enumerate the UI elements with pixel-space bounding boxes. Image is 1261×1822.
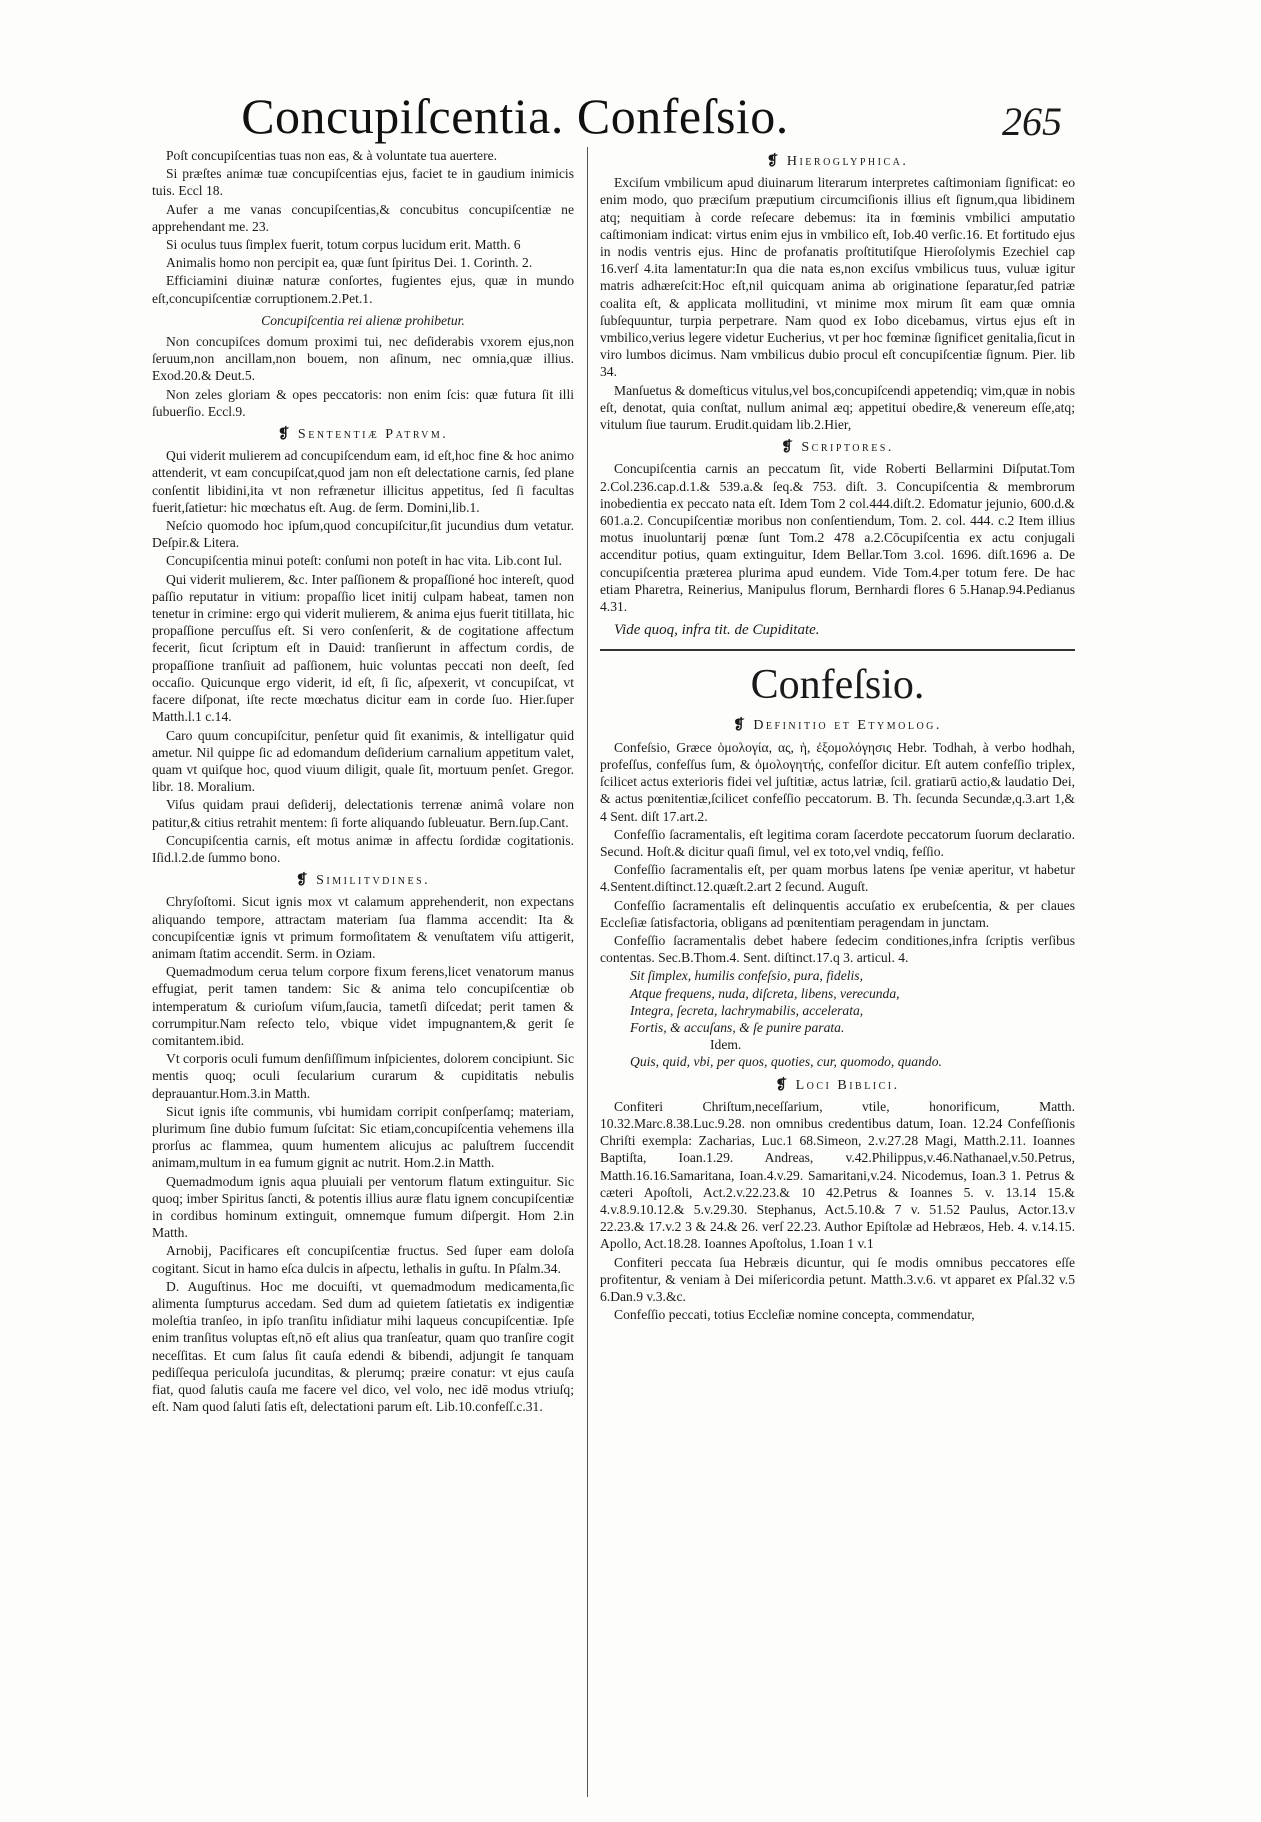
- prohibition-paragraph: Non concupiſces domum proximi tui, nec deſiderabis vxorem ejus,non ſeruum,non ancillam,non bouem, non aſinum, nec omnia,quæ illius. Exod.20.& Deut.5.: [152, 334, 574, 384]
- pilcrow-icon: ❡: [295, 873, 311, 889]
- article-title: Confeſsio.: [750, 662, 925, 709]
- intro-paragraph: Si oculus tuus ſimplex fuerit, totum corpus lucidum erit. Matth. 6: [166, 237, 521, 253]
- section-heading-text: Hieroglyphica.: [786, 154, 909, 169]
- right-column: [600, 147, 1075, 1797]
- section-heading-text: Scriptores.: [801, 440, 894, 456]
- pilcrow-icon: ❡: [775, 1077, 790, 1093]
- definition-paragraph: Confeſſio ſacramentalis eſt delinquentis accuſatio ex erubeſcentia, & per claues Eccleſiæ ſatisfactoria, obligans ad pœnitentiam peragendam in junctam.: [600, 897, 1075, 930]
- loci-paragraph: Confiteri peccata ſua Hebræis dicuntur, qui ſe modis omnibus peccatores eſſe profitentur, & veniam à Dei miſericordia petunt. Matth.3.v.6. vt apparet ex Pſal.32 v.5 6.Dan.9 v.3.&c.: [600, 1254, 1075, 1304]
- section-heading-definitio: [600, 717, 1075, 734]
- similitude-paragraph: Quemadmodum ignis aqua pluuiali per ventorum flatum extinguitur. Sic quoq; imber Spiritus ſancti, & potentis illius auræ flatu ignem concupiſcentiæ in cordibus hominum extinguit, omnemque fumum diſpergit. Hom 2.in Matth.: [152, 1173, 574, 1241]
- section-heading-similitudines: [152, 872, 574, 889]
- patrum-paragraph: Concupiſcentia minui poteſt: conſumi non poteſt in hac vita. Lib.cont Iul.: [166, 553, 563, 569]
- similitude-paragraph: Vt corporis oculi fumum denſiſſimum inſpicientes, dolorem concipiunt. Sic mentis quoq; oculi ſecularium curarum & cupiditatis nebulis deprauantur.Hom.3.in Matth.: [152, 1051, 574, 1101]
- verse-line: Atque frequens, nuda, diſcreta, libens, verecunda,: [630, 985, 900, 1001]
- patrum-paragraph: Caro quum concupiſcitur, penſetur quid ſit exanimis, & intelligatur quid ametur. Nil quippe ſic ad edomandum deſiderium carnalium appetitum valet, quam vt quiſque hoc, quod viuum diligit, quale ſit, mortuum penſet. Gregor. libr. 18. Moralium.: [152, 727, 574, 795]
- pilcrow-icon: ❡: [277, 427, 292, 443]
- page-number: 265: [1002, 99, 1062, 144]
- hieroglyphica-paragraph: Manſuetus & domeſticus vitulus,vel bos,concupiſcendi appetendiq; vim,quæ in nobis eſt, denotat, quia conſtat, nullum animal æq; appetitui obedire,& venereum eſſe,atq; vitulum ſiue taurum. Erudit.quidam lib.2.Hier,: [600, 382, 1075, 433]
- definition-paragraph: Confeſſio ſacramentalis eſt, per quam morbus latens ſpe veniæ aperitur, vt habetur 4.Sentent.diſtinct.12.quæſt.2.art 2 ſecund. Auguſt.: [600, 862, 1075, 895]
- running-header: Concupiſcentia. Confeſsio.: [241, 88, 789, 144]
- column-divider: [587, 147, 588, 1797]
- verse-line: Sit ſimplex, humilis confeſsio, pura, fidelis,: [630, 968, 863, 984]
- section-heading-text: Loci Biblici.: [795, 1077, 900, 1093]
- verse-line: Quis, quid, vbi, per quos, quoties, cur, quomodo, quando.: [630, 1054, 942, 1070]
- verse-attribution: Idem.: [710, 1037, 742, 1053]
- patrum-paragraph: Viſus quidam praui deſiderij, delectationis terrenæ animâ volare non patitur,& citius retrahit mentem: ſi forte aliquando ſubleuatur. Bern.ſup.Cant.: [152, 797, 574, 830]
- hieroglyphica-paragraph: Exciſum vmbilicum apud diuinarum literarum interpretes caſtimoniam ſignificat: eo enim modo, quo præciſum præputium circumciſionis illius eſt ſignum,qua libidinem atq; nequitiam à corde reſecare debemus: ita in fœminis vmbilici amputatio caſtimoniam indicat: virtus enim ejus in vmbilico eſt, Iob.40 verſic.16. Et fortitudo ejus in nodis ventris ejus. Hinc de profanatis proſtitutiſque Hieroſolymis Ezechiel cap 16.verſ 4.ita lamentatur:In qua die nata es,non exciſus vmbilicus tuus, vuluæ igitur matris adhæreſcit:Hoc eſt,nil quicquam anima ab originatione ſeparatur,ſed patriæ coalita eſt, & applicata mollitudini, vt minime mox mirum ſit eam quæ omnia ſubſequuntur, turpia perpetrare. Nam quod ex Iobo dicebamus, virtus ejus eſt in vmbilico,verius legere videtur Eucherius, vt per hoc fœminæ ſignificet genitalia,ſicut in viro lumbos dicimus. Nam vmbilicus dubio procul eſt concupiſcentiæ ſignum. Pier. lib 34.: [600, 175, 1075, 380]
- patrum-paragraph: Qui viderit mulierem, &c. Inter paſſionem & propaſſioné hoc intereſt, quod paſſio reputatur in vitium: propaſſio licet initij culpam habeat, tamen non tenetur in crimine: ergo qui viderit mulierem, & anima ejus fuerit titillata, hic propaſſione percuſſus eſt. Si vero conſenſerit, & de cogitatione affectum fecerit, ſicut ſcriptum eſt in Dauid: tranſierunt in affectum cordis, de propaſſione tranſiuit ad paſſionem, huic voluntas peccati non deeſt, ſed occaſio. Quicunque ergo viderit, id eſt, ſi ſic, aſpexerit, vt concupiſcat, vt facere diſponat, iſte recte mœchatus dicitur eam in corde ſuo. Hier.ſuper Matth.l.1 c.14.: [152, 571, 574, 725]
- pilcrow-icon: ❡: [781, 440, 796, 456]
- intro-paragraph: Poſt concupiſcentias tuas non eas, & à voluntate tua auertere.: [166, 148, 498, 163]
- similitude-paragraph: Sicut ignis iſte communis, vbi humidam corripit conſperſamq; materiam, plurimum ſine dubio fumum ſuſcitat: Sic etiam,concupiſcentia vehemens illa prorſus ac flammea, quum humentem alicujus ac paluſtrem ſuccendit animam,multum in ea fumum gignit ac nutrit. Hom.2.in Matth.: [152, 1103, 574, 1171]
- patrum-paragraph: Neſcio quomodo hoc ipſum,quod concupiſcitur,ſit jucundius dum vetatur. Deſpir.& Litera.: [152, 518, 574, 551]
- similitude-paragraph: Chryſoſtomi. Sicut ignis mox vt calamum apprehenderit, non expectans aliquando tempore, attractam materiam ſua flamma accendit: Ita & concupiſcentiæ ignis vt primum formoſitatem & venuſtatem viſu attigerit, animam ſtatim accendit. Serm. in Oziam.: [152, 894, 574, 961]
- intro-paragraph: Si præſtes animæ tuæ concupiſcentias ejus, faciet te in gaudium inimicis tuis. Eccl 18.: [152, 166, 574, 199]
- verse-line: Integra, ſecreta, lachrymabilis, accelerata,: [630, 1002, 864, 1018]
- pilcrow-icon: ❡: [766, 154, 781, 169]
- intro-paragraph: Efficiamini diuinæ naturæ conſortes, fugientes ejus, quæ in mundo eſt,concupiſcentiæ corruptionem.2.Pet.1.: [152, 273, 574, 306]
- cross-reference: Vide quoq, infra tit. de Cupiditate.: [614, 622, 820, 639]
- section-heading-patrum: [152, 426, 574, 443]
- verse-line: Fortis, & accuſans, & ſe punire parata.: [630, 1019, 845, 1035]
- loci-paragraph: Confiteri Chriſtum,neceſſarium, vtile, honorificum, Matth. 10.32.Marc.8.38.Luc.9.28. non omnibus credentibus datum, Ioan. 12.24 Confeſſionis Chriſti exempla: Zacharias, Luc.1 68.Simeon, 2.v.27.28 Magi, Matth.2.11. Ioannes Baptiſta, Ioan.1.29. Andreas, v.42.Philippus,v.46.Nathanael,v.50.Petrus, Matth.16.16.Samaritana, Ioan.4.v.29. Samaritani,v.24. Nicodemus, Ioan.3 1. Petrus & cæteri Apoſtoli, Act.2.v.22.23.& 10 42.Petrus & Ioannes 5. v. 13.14 15.& 4.v.8.9.10.12.& 5.v.29.30. Stephanus, Act.5.10.& 7 v. 51.52 Paulus, Actor.13.v 22.23.& 17.v.2 3 & 24.& 26. verſ 22.23. Author Epiſtolæ ad Hebræos, Heb. 4. v.14.15. Apollo, Act.18.28. Ioannes Apoſtolus, 1.Ioan 1 v.1: [600, 1098, 1075, 1252]
- section-heading-text: Similitvdines.: [316, 873, 431, 889]
- subheading: Concupiſcentia rei alienæ prohibetur.: [261, 312, 465, 328]
- section-heading-text: Sententiæ Patrvm.: [297, 427, 449, 443]
- similitude-paragraph: D. Auguſtinus. Hoc me docuiſti, vt quemadmodum medicamenta,ſic alimenta ſumpturus accedam. Sed dum ad quietem ſatietatis ex indigentiæ moleſtia tranſeo, in ipſo tranſitu inſidiatur mihi laqueus concupiſcentiæ. Ipſe enim tranſitus voluptas eſt,nō eſt alius qua tranſeatur, quam quo tranſire cogit neceſſitas. Et cum ſalus ſit cauſa edendi & bibendi, adjungit ſe tanquam pediſſequa periculoſa jucunditas, & plerumq; præire conatur: vt ejus cauſa fiat, quod ſalutis cauſa me facere vel dico, vel volo, nec idē modus vtriuſq; eſt. Nam quod ſaluti ſatis eſt, delectationi parum eſt. Lib.10.confeſſ.c.31.: [152, 1278, 574, 1415]
- section-rule: [600, 649, 1075, 651]
- section-heading-scriptores: [600, 439, 1075, 456]
- definition-paragraph: Confeſſio ſacramentalis debet habere ſedecim conditiones,infra ſcriptis verſibus contentas. Sec.B.Thom.4. Sent. diſtinct.17.q 3. articul. 4.: [600, 932, 1075, 966]
- definition-paragraph: Confeſsio, Græce ὁμολογία, ας, ἡ, ἐξομολόγησις Hebr. Todhah, à verbo hodhah, profeſſus, confeſſus ſum, & ὁμολογητής, confeſſor dicitur. Eſt autem confeſſio triplex, ſcilicet actus exterioris fidei vel juſtitiæ, actus latriæ, ſcil. gratiarū actio,& laudatio Dei, & actus pœnitentiæ,ſcilicet confeſſio peccatorum. B. Th. ſecunda Secundæ,q.3.art 1,& 4 Sent. diſt 17.art.2.: [600, 739, 1075, 824]
- section-heading-loci-biblici: [600, 1077, 1075, 1094]
- similitude-paragraph: Quemadmodum cerua telum corpore fixum ferens,licet venatorum manus effugiat, perit tamen tandem: Sic & anima telo concupiſcentiæ ob intemperatum & curioſum viſum,ſaucia, tametſi diſcedat; perit tamen & corrumpitur.Nam reſecto telo, vbique videt impugnantem,& gerit ſe comitantem.ibid.: [152, 964, 574, 1048]
- scriptores-paragraph: Concupiſcentia carnis an peccatum ſit, vide Roberti Bellarmini Diſputat.Tom 2.Col.236.cap.d.1.& 539.a.& ſeq.& 753. diſt. 3. Concupiſcentia & membrorum inobedientia ex peccato nata eſt. Idem Tom 2 col.444.diſt.2. Edomatur jejunio, 600.d.& 601.a.2. Concupiſcentiæ moribus non conſentiendum, Tom. 2. col. 444. c.2 Item illius motus inuoluntarij pœnæ ſunt Tom.2 478 a.2.Cōcupiſcentia ex actu conjugali accenditur potius, quam extinguitur, Idem Bellar.Tom 3.col. 1696. diſt.1696 a. De concupiſcentia præterea plurima apud eundem. Vide Tom.4.per totum fere. De hac etiam Pharetra, Reinerius, Manipulus florum, Bernhardi flores 6 5.Hanap.94.Pedianus 4.31.: [600, 461, 1075, 615]
- intro-paragraph: Aufer a me vanas concupiſcentias,& concubitus concupiſcentiæ ne apprehendant me. 23.: [152, 201, 574, 234]
- similitude-paragraph: Arnobij, Pacificares eſt concupiſcentiæ fructus. Sed ſuper eam doloſa cogitant. Sicut in hamo eſca dulcis in aſpectu, lethalis in guſtu. In Pſalm.34.: [152, 1243, 574, 1276]
- left-column: [152, 147, 574, 1797]
- intro-paragraph: Animalis homo non percipit ea, quæ ſunt ſpiritus Dei. 1. Corinth. 2.: [166, 255, 533, 271]
- pilcrow-icon: ❡: [733, 718, 748, 734]
- patrum-paragraph: Concupiſcentia carnis, eſt motus animæ in affectu ſordidæ cogitationis. Iſid.l.2.de ſummo bono.: [152, 832, 574, 865]
- definition-paragraph: Confeſſio ſacramentalis, eſt legitima coram ſacerdote peccatorum ſuorum declaratio. Secund. Hoſt.& dicitur quaſi ſimul, vel ex toto,vel vndiq, feſſio.: [600, 826, 1075, 859]
- patrum-paragraph: Qui viderit mulierem ad concupiſcendum eam, id eſt,hoc fine & hoc animo attenderit, vt eam concupiſcat,quod jam non eſt delectatione carnis, ſed plane conſentit libidini,ita vt non refrænetur illicitus appetitus, ſed ſi facultas fuerit,ſatietur: hic mœchatus eſt. Aug. de ſerm. Domini,lib.1.: [152, 448, 574, 515]
- section-heading-hieroglyphica: [600, 153, 1075, 170]
- section-heading-text: Definitio et Etymolog.: [753, 718, 942, 734]
- loci-paragraph: Confeſſio peccati, totius Eccleſiæ nomine concepta, commendatur,: [614, 1307, 975, 1323]
- prohibition-paragraph: Non zeles gloriam & opes peccatoris: non enim ſcis: quæ futura ſit illi ſubuerſio. Eccl.9.: [152, 386, 574, 419]
